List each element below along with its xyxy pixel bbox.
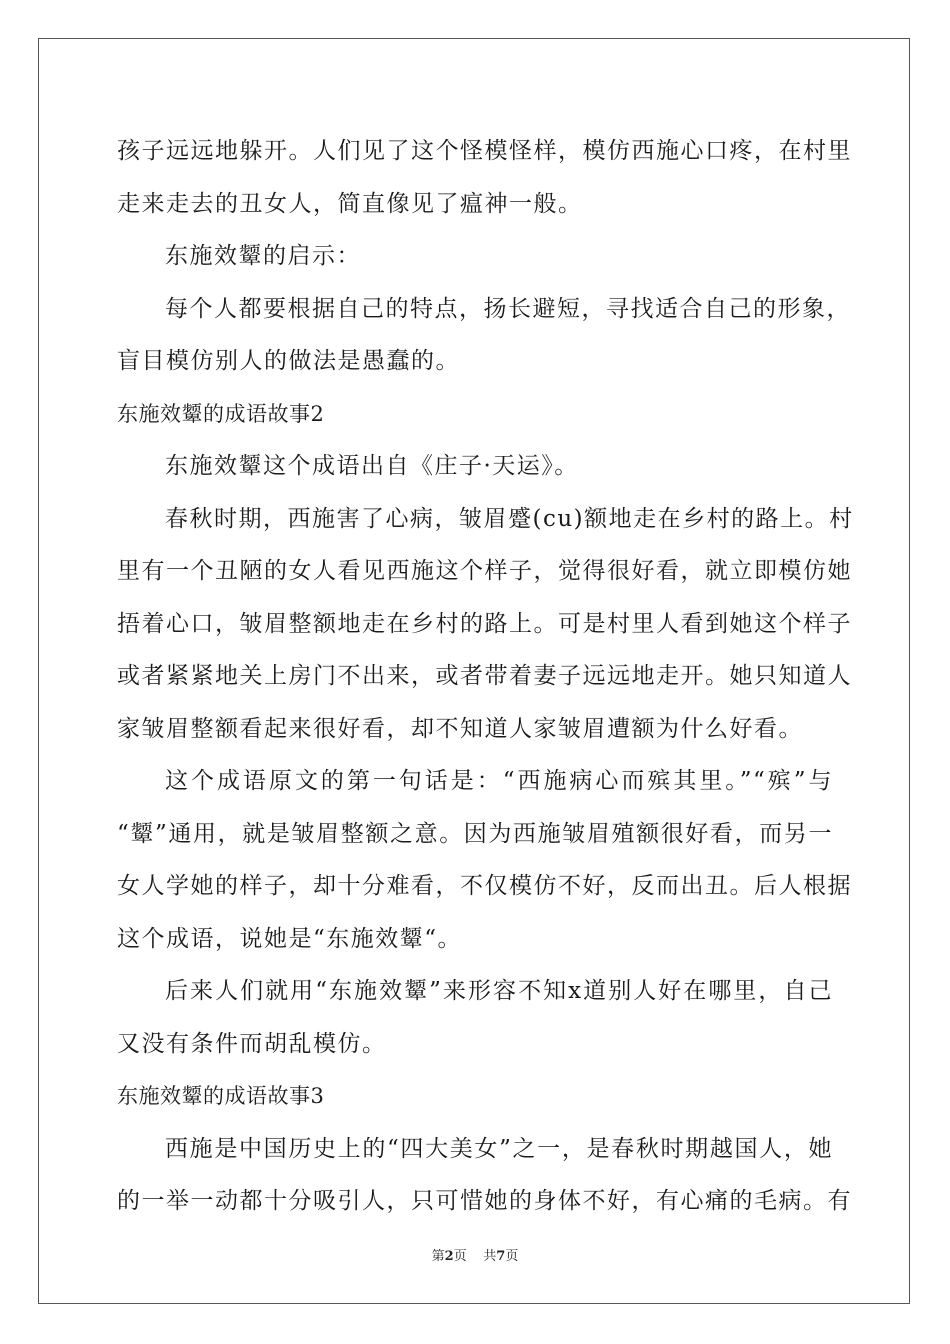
text-line: 的一举一动都十分吸引人，只可惜她的身体不好，有心痛的毛病。有 [117, 1188, 852, 1214]
text-line: 后来人们就用“东施效颦”来形容不知x道别人好在哪里，自己 [165, 978, 833, 1004]
text-line: “颦”通用，就是皱眉整额之意。因为西施皱眉殖额很好看，而另一 [117, 820, 833, 847]
document-body [117, 125, 854, 1228]
text-line: 这个成语原文的第一句话是：“西施病心而殡其里。”“殡”与 [165, 768, 833, 794]
text-line: 走来走去的丑女人，简直像见了瘟神一般。 [117, 190, 583, 217]
text-line: 女人学她的样子，却十分难看，不仅模仿不好，反而出丑。后人根据 [117, 873, 852, 899]
text-line: 东施效颦的启示： [165, 243, 361, 269]
text-line: 这个成语，说她是“东施效颦“。 [117, 925, 463, 952]
section-heading: 东施效颦的成语故事2 [117, 401, 325, 426]
text-line: 或者紧紧地关上房门不出来，或者带着妻子远远地走开。她只知道人 [117, 663, 852, 689]
text-line: 春秋时期，西施害了心病，皱眉蹙(cu)额地走在乡村的路上。村 [165, 505, 854, 532]
text-line: 每个人都要根据自己的特点，扬长避短，寻找适合自己的形象， [165, 295, 851, 322]
footer-prefix: 第 [431, 1249, 445, 1264]
text-line: 家皱眉整额看起来很好看，却不知道人家皱眉遭额为什么好看。 [117, 715, 803, 742]
text-line: 孩子远远地躲开。人们见了这个怪模怪样，模仿西施心口疼，在村里 [117, 138, 852, 164]
section-heading: 东施效颦的成语故事3 [117, 1084, 325, 1108]
footer-total-prefix: 共 [483, 1249, 497, 1264]
page-footer [0, 1245, 950, 1264]
total-page-number: 7 [496, 1249, 506, 1264]
footer-page-unit: 页 [453, 1249, 467, 1264]
text-line: 捂着心口，皱眉整额地走在乡村的路上。可是村里人看到她这个样子 [117, 610, 852, 637]
current-page-number: 2 [444, 1249, 454, 1264]
footer-total-unit: 页 [505, 1249, 519, 1264]
text-line: 西施是中国历史上的“四大美女”之一，是春秋时期越国人，她 [165, 1135, 833, 1162]
text-line: 又没有条件而胡乱模仿。 [117, 1030, 387, 1057]
text-line: 盲目模仿别人的做法是愚蠢的。 [117, 348, 460, 374]
text-line: 里有一个丑陋的女人看见西施这个样子，觉得很好看，就立即模仿她 [117, 558, 852, 584]
text-line: 东施效颦这个成语出自《庄子·天运》。 [165, 453, 579, 479]
